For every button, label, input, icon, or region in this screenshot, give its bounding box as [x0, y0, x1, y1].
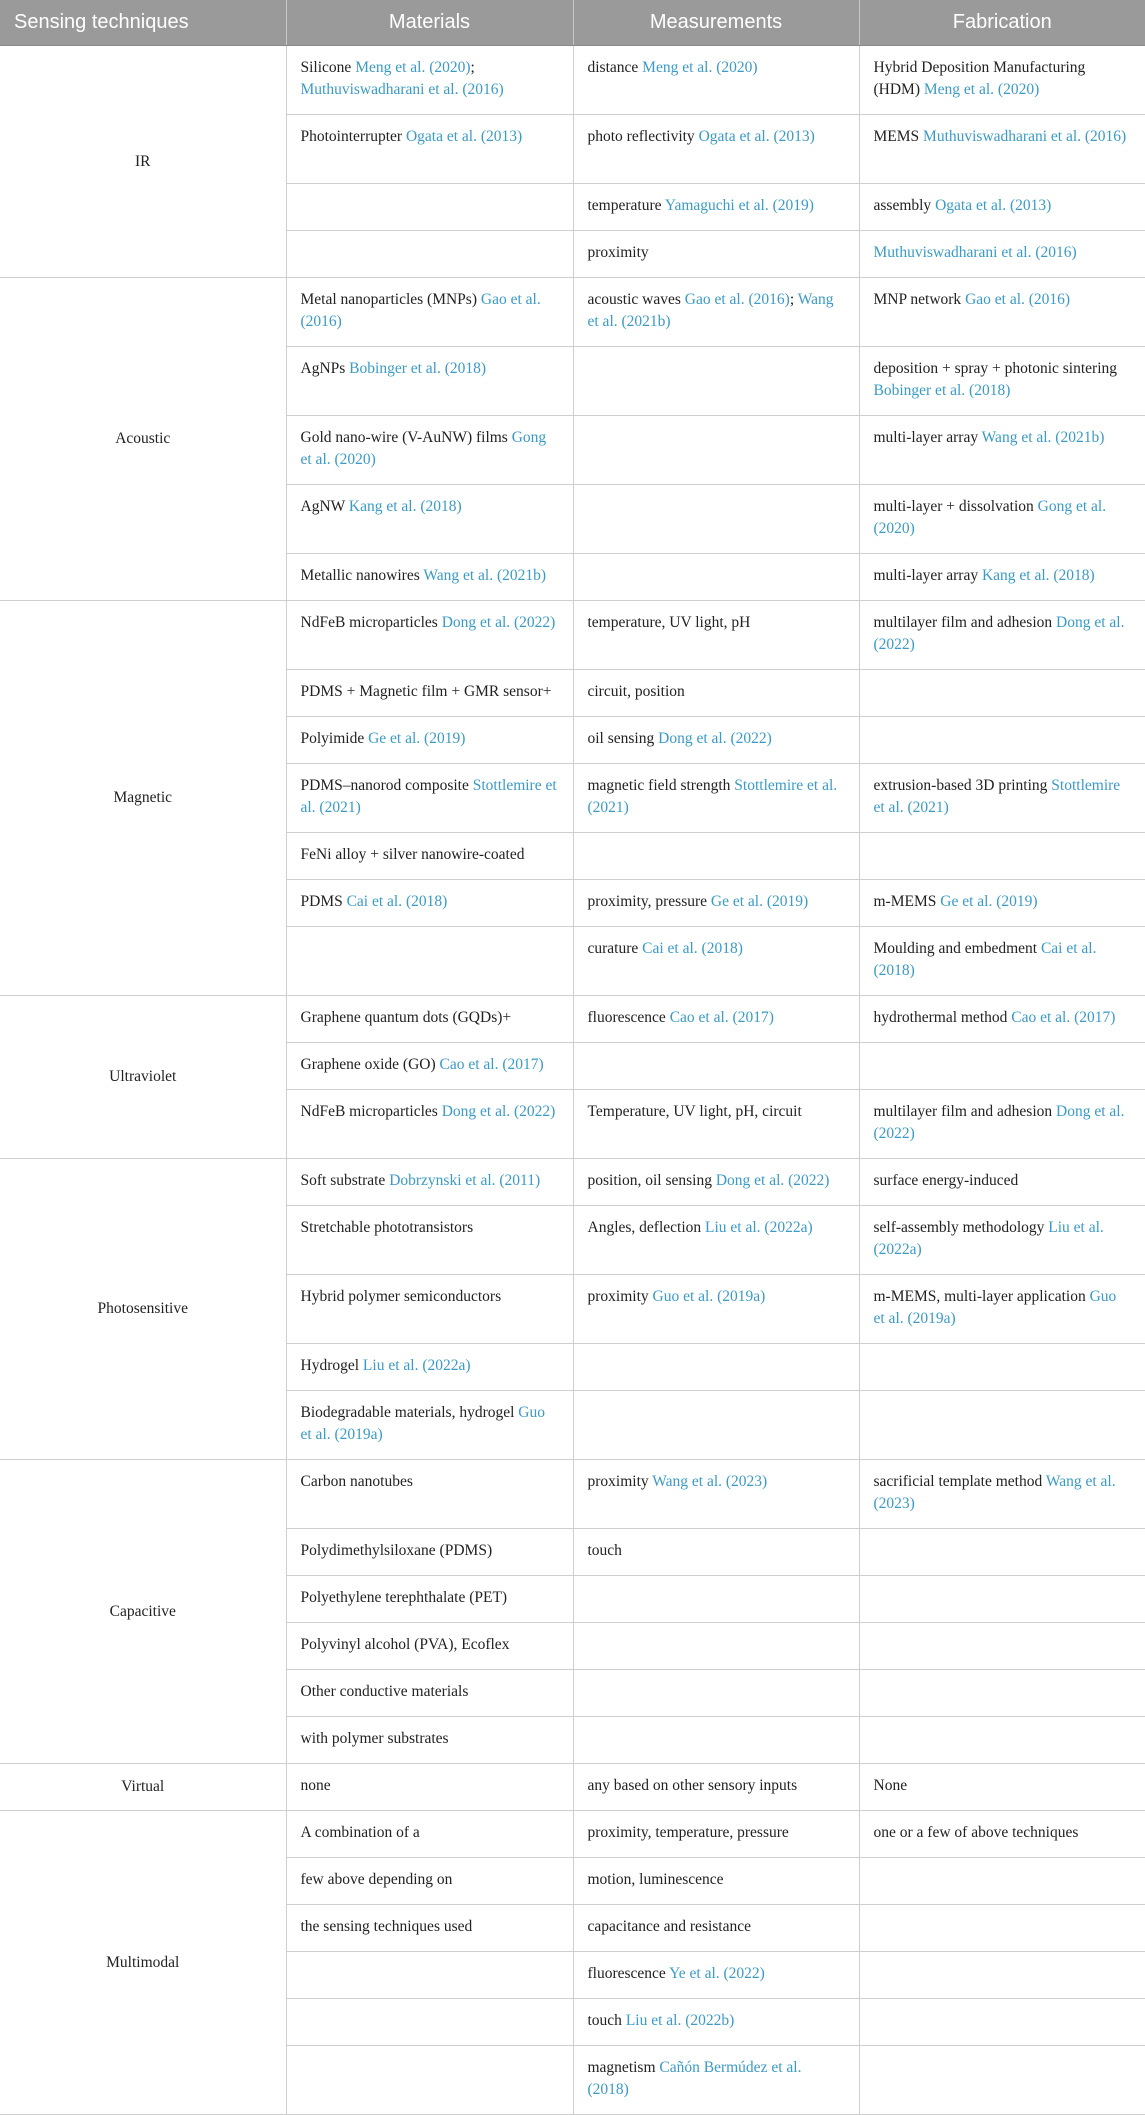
cell-text: Polyethylene terephthalate (PET)	[300, 1589, 508, 1606]
citation-link[interactable]: Cañón Bermúdez et al. (2018)	[587, 2059, 802, 2098]
fabrication-cell	[859, 1717, 1145, 1764]
table-row	[0, 1460, 1145, 1529]
cell-text: Carbon nanotubes	[300, 1473, 413, 1490]
cell-text: Moulding and embedment	[873, 940, 1041, 957]
materials-cell	[286, 1952, 573, 1999]
fabrication-cell	[859, 115, 1145, 184]
fabrication-cell	[859, 1275, 1145, 1344]
cell-text: magnetic field strength	[587, 777, 735, 794]
fabrication-cell	[859, 1576, 1145, 1623]
cell-text: PDMS	[300, 893, 347, 910]
materials-cell	[286, 1529, 573, 1576]
materials-cell	[286, 231, 573, 278]
fabrication-cell	[859, 996, 1145, 1043]
materials-cell	[286, 717, 573, 764]
fabrication-cell	[859, 184, 1145, 231]
fabrication-cell	[859, 231, 1145, 278]
fabrication-cell	[859, 1043, 1145, 1090]
materials-cell	[286, 1460, 573, 1529]
cell-text: Temperature, UV light, pH, circuit	[587, 1103, 802, 1120]
materials-cell	[286, 1090, 573, 1159]
citation-link[interactable]: Dong et al. (2022)	[658, 730, 772, 747]
cell-text: temperature	[587, 197, 665, 214]
citation-link[interactable]: Liu et al. (2022a)	[362, 1357, 471, 1374]
measurements-cell	[573, 670, 859, 717]
citation-link[interactable]: Cai et al. (2018)	[346, 893, 448, 910]
measurements-cell	[573, 833, 859, 880]
measurements-cell	[573, 996, 859, 1043]
measurements-cell	[573, 1344, 859, 1391]
cell-text: any based on other sensory inputs	[587, 1777, 798, 1794]
citation-link[interactable]: Cai et al. (2018)	[873, 940, 1097, 979]
materials-cell	[286, 115, 573, 184]
measurements-cell	[573, 184, 859, 231]
measurements-cell	[573, 416, 859, 485]
technique-cell: Magnetic	[0, 601, 286, 996]
cell-text: None	[873, 1777, 908, 1794]
cell-text: Silicone	[300, 59, 356, 76]
header-fabrication: Fabrication	[859, 0, 1145, 46]
measurements-cell	[573, 1623, 859, 1670]
cell-text: hydrothermal method	[873, 1009, 1012, 1026]
measurements-cell	[573, 231, 859, 278]
cell-text: Stretchable phototransistors	[300, 1219, 474, 1236]
cell-text: sacrificial template method	[873, 1473, 1046, 1490]
citation-link[interactable]: Guo et al. (2019a)	[652, 1288, 766, 1305]
measurements-cell	[573, 1858, 859, 1905]
cell-text: multilayer film and adhesion	[873, 614, 1057, 631]
citation-link[interactable]: Cao et al. (2017)	[439, 1056, 544, 1073]
measurements-cell	[573, 1717, 859, 1764]
measurements-cell	[573, 927, 859, 996]
materials-cell	[286, 1043, 573, 1090]
header-measurements: Measurements	[573, 0, 859, 46]
header-sensing-techniques: Sensing techniques	[0, 0, 286, 46]
cell-text: curature	[587, 940, 643, 957]
materials-cell	[286, 1206, 573, 1275]
cell-text: touch	[587, 2012, 626, 2029]
citation-link[interactable]: Stottlemire et al. (2021)	[587, 777, 838, 816]
cell-text: position, oil sensing	[587, 1172, 716, 1189]
materials-cell	[286, 1717, 573, 1764]
fabrication-cell	[859, 1460, 1145, 1529]
cell-text: acoustic waves	[587, 291, 685, 308]
citation-link[interactable]: Bobinger et al. (2018)	[873, 382, 1011, 399]
fabrication-cell	[859, 1344, 1145, 1391]
cell-text: magnetism	[587, 2059, 660, 2076]
materials-cell	[286, 1275, 573, 1344]
citation-link[interactable]: Gao et al. (2016)	[684, 291, 790, 308]
fabrication-cell	[859, 416, 1145, 485]
citation-link[interactable]: Dong et al. (2022)	[873, 1103, 1125, 1142]
materials-cell	[286, 833, 573, 880]
citation-link[interactable]: Ge et al. (2019)	[710, 893, 809, 910]
fabrication-cell	[859, 1905, 1145, 1952]
materials-cell	[286, 554, 573, 601]
citation-link[interactable]: Cai et al. (2018)	[642, 940, 743, 957]
cell-text: capacitance and resistance	[587, 1918, 752, 1935]
technique-cell: Photosensitive	[0, 1159, 286, 1460]
citation-link[interactable]: Meng et al. (2020)	[642, 59, 758, 76]
measurements-cell	[573, 46, 859, 115]
cell-text: proximity	[587, 1473, 653, 1490]
materials-cell	[286, 601, 573, 670]
citation-link[interactable]: Meng et al. (2020)	[923, 81, 1040, 98]
header-materials: Materials	[286, 0, 573, 46]
citation-link[interactable]: Wang et al. (2023)	[873, 1473, 1116, 1512]
materials-cell	[286, 880, 573, 927]
cell-text: Polyimide	[300, 730, 369, 747]
measurements-cell	[573, 1159, 859, 1206]
materials-cell	[286, 416, 573, 485]
technique-cell: Multimodal	[0, 1811, 286, 2115]
citation-link[interactable]: Ogata et al. (2013)	[405, 128, 523, 145]
citation-link[interactable]: Stottlemire et al. (2021)	[300, 777, 557, 816]
citation-link[interactable]: Stottlemire et al. (2021)	[873, 777, 1121, 816]
fabrication-cell	[859, 278, 1145, 347]
measurements-cell	[573, 1275, 859, 1344]
measurements-cell	[573, 880, 859, 927]
materials-cell	[286, 1858, 573, 1905]
cell-text: AgNW	[300, 498, 349, 515]
cell-text: PDMS + Magnetic film + GMR sensor+	[300, 683, 552, 700]
materials-cell	[286, 1391, 573, 1460]
cell-text: assembly	[873, 197, 936, 214]
cell-text: Hydrogel	[300, 1357, 363, 1374]
materials-cell	[286, 46, 573, 115]
measurements-cell	[573, 1999, 859, 2046]
fabrication-cell	[859, 46, 1145, 115]
cell-text: proximity, temperature, pressure	[587, 1824, 789, 1841]
citation-link[interactable]: Guo et al. (2019a)	[873, 1288, 1117, 1327]
technique-cell: Ultraviolet	[0, 996, 286, 1159]
materials-cell	[286, 927, 573, 996]
cell-text: Metal nanoparticles (MNPs)	[300, 291, 481, 308]
cell-text: one or a few of above techniques	[873, 1824, 1079, 1841]
cell-text: NdFeB microparticles	[300, 614, 442, 631]
measurements-cell	[573, 1529, 859, 1576]
fabrication-cell	[859, 1811, 1145, 1858]
cell-text: multi-layer array	[873, 567, 982, 584]
measurements-cell	[573, 1811, 859, 1858]
cell-text: temperature, UV light, pH	[587, 614, 751, 631]
header-row	[0, 0, 1145, 46]
cell-text: proximity	[587, 1288, 653, 1305]
materials-cell	[286, 764, 573, 833]
table-body	[0, 46, 1145, 2115]
citation-link[interactable]: Cao et al. (2017)	[669, 1009, 774, 1026]
cell-text: Polydimethylsiloxane (PDMS)	[300, 1542, 493, 1559]
fabrication-cell	[859, 1159, 1145, 1206]
fabrication-cell	[859, 1952, 1145, 1999]
measurements-cell	[573, 1043, 859, 1090]
citation-link[interactable]: Ge et al. (2019)	[940, 893, 1038, 910]
citation-link[interactable]: Yamaguchi et al. (2019)	[664, 197, 814, 214]
cell-text: Graphene quantum dots (GQDs)+	[300, 1009, 512, 1026]
citation-link[interactable]: Wang et al. (2023)	[652, 1473, 768, 1490]
measurements-cell	[573, 278, 859, 347]
cell-text: ;	[470, 59, 475, 76]
cell-text: the sensing techniques used	[300, 1918, 473, 1935]
materials-cell	[286, 1576, 573, 1623]
measurements-cell	[573, 1090, 859, 1159]
cell-text: Soft substrate	[300, 1172, 390, 1189]
materials-cell	[286, 1344, 573, 1391]
citation-link[interactable]: Kang et al. (2018)	[348, 498, 462, 515]
table-row	[0, 1811, 1145, 1858]
fabrication-cell	[859, 347, 1145, 416]
cell-text: few above depending on	[300, 1871, 453, 1888]
table-row	[0, 46, 1145, 115]
measurements-cell	[573, 1764, 859, 1811]
fabrication-cell	[859, 1858, 1145, 1905]
cell-text: distance	[587, 59, 643, 76]
materials-cell	[286, 670, 573, 717]
technique-cell: IR	[0, 46, 286, 278]
citation-link[interactable]: Dong et al. (2022)	[441, 1103, 556, 1120]
cell-text: fluorescence	[587, 1009, 670, 1026]
cell-text: Metallic nanowires	[300, 567, 424, 584]
fabrication-cell	[859, 717, 1145, 764]
measurements-cell	[573, 1391, 859, 1460]
measurements-cell	[573, 1206, 859, 1275]
fabrication-cell	[859, 927, 1145, 996]
citation-link[interactable]: Meng et al. (2020)	[355, 59, 471, 76]
fabrication-cell	[859, 1090, 1145, 1159]
citation-link[interactable]: Gong et al. (2020)	[873, 498, 1107, 537]
fabrication-cell	[859, 1391, 1145, 1460]
fabrication-cell	[859, 1764, 1145, 1811]
citation-link[interactable]: Liu et al. (2022a)	[873, 1219, 1104, 1258]
citation-link[interactable]: Gao et al. (2016)	[965, 291, 1071, 308]
citation-link[interactable]: Wang et al. (2021b)	[981, 429, 1105, 446]
table-row	[0, 996, 1145, 1043]
cell-text: multilayer film and adhesion	[873, 1103, 1057, 1120]
measurements-cell	[573, 1905, 859, 1952]
fabrication-cell	[859, 764, 1145, 833]
cell-text: AgNPs	[300, 360, 350, 377]
cell-text: ;	[789, 291, 798, 308]
technique-cell: Virtual	[0, 1764, 286, 1811]
fabrication-cell	[859, 833, 1145, 880]
materials-cell	[286, 278, 573, 347]
cell-text: m-MEMS, multi-layer application	[873, 1288, 1090, 1305]
table-row	[0, 278, 1145, 347]
materials-cell	[286, 1159, 573, 1206]
cell-text: multi-layer array	[873, 429, 982, 446]
measurements-cell	[573, 1670, 859, 1717]
citation-link[interactable]: Guo et al. (2019a)	[300, 1404, 545, 1443]
cell-text: motion, luminescence	[587, 1871, 724, 1888]
cell-text: deposition + spray + photonic sintering	[873, 360, 1117, 377]
measurements-cell	[573, 554, 859, 601]
measurements-cell	[573, 764, 859, 833]
measurements-cell	[573, 115, 859, 184]
fabrication-cell	[859, 1529, 1145, 1576]
materials-cell	[286, 1811, 573, 1858]
citation-link[interactable]: Dobrzynski et al. (2011)	[389, 1172, 541, 1189]
fabrication-cell	[859, 1206, 1145, 1275]
table-row	[0, 601, 1145, 670]
measurements-cell	[573, 2046, 859, 2115]
measurements-cell	[573, 1460, 859, 1529]
measurements-cell	[573, 347, 859, 416]
citation-link[interactable]: Ge et al. (2019)	[368, 730, 466, 747]
measurements-cell	[573, 1952, 859, 1999]
cell-text: with polymer substrates	[300, 1730, 449, 1747]
materials-cell	[286, 1905, 573, 1952]
cell-text: A combination of a	[300, 1824, 420, 1841]
cell-text: MNP network	[873, 291, 966, 308]
table-row	[0, 1764, 1145, 1811]
measurements-cell	[573, 1576, 859, 1623]
measurements-cell	[573, 717, 859, 764]
cell-text: Polyvinyl alcohol (PVA), Ecoflex	[300, 1636, 510, 1653]
cell-text: Other conductive materials	[300, 1683, 469, 1700]
cell-text: Angles, deflection	[587, 1219, 706, 1236]
cell-text: NdFeB microparticles	[300, 1103, 442, 1120]
citation-link[interactable]: Bobinger et al. (2018)	[349, 360, 487, 377]
measurements-cell	[573, 601, 859, 670]
citation-link[interactable]: Muthuviswadharani et al. (2016)	[923, 128, 1127, 145]
citation-link[interactable]: Wang et al. (2021b)	[587, 291, 834, 330]
citation-link[interactable]: Gong et al. (2020)	[300, 429, 547, 468]
fabrication-cell	[859, 1623, 1145, 1670]
citation-link[interactable]: Liu et al. (2022a)	[705, 1219, 813, 1236]
fabrication-cell	[859, 601, 1145, 670]
cell-text: Hybrid polymer semiconductors	[300, 1288, 502, 1305]
citation-link[interactable]: Kang et al. (2018)	[981, 567, 1095, 584]
cell-text: Graphene oxide (GO)	[300, 1056, 440, 1073]
cell-text: Biodegradable materials, hydrogel	[300, 1404, 519, 1421]
materials-cell	[286, 485, 573, 554]
cell-text: extrusion-based 3D printing	[873, 777, 1052, 794]
materials-cell	[286, 347, 573, 416]
fabrication-cell	[859, 2046, 1145, 2115]
citation-link[interactable]: Wang et al. (2021b)	[423, 567, 547, 584]
table-row	[0, 1159, 1145, 1206]
cell-text: multi-layer + dissolvation	[873, 498, 1038, 515]
materials-cell	[286, 184, 573, 231]
cell-text: oil sensing	[587, 730, 659, 747]
cell-text: proximity, pressure	[587, 893, 711, 910]
measurements-cell	[573, 485, 859, 554]
fabrication-cell	[859, 554, 1145, 601]
cell-text: fluorescence	[587, 1965, 670, 1982]
technique-cell: Capacitive	[0, 1460, 286, 1764]
cell-text: FeNi alloy + silver nanowire-coated	[300, 846, 525, 863]
cell-text: circuit, position	[587, 683, 685, 700]
citation-link[interactable]: Muthuviswadharani et al. (2016)	[300, 81, 504, 98]
citation-link[interactable]: Ogata et al. (2013)	[698, 128, 815, 145]
cell-text: surface energy-induced	[873, 1172, 1019, 1189]
cell-text: photo reflectivity	[587, 128, 699, 145]
cell-text: proximity	[587, 244, 649, 261]
cell-text: self-assembly methodology	[873, 1219, 1049, 1236]
materials-cell	[286, 1670, 573, 1717]
cell-text: touch	[587, 1542, 622, 1559]
citation-link[interactable]: Cao et al. (2017)	[1011, 1009, 1116, 1026]
citation-link[interactable]: Dong et al. (2022)	[873, 614, 1125, 653]
fabrication-cell	[859, 485, 1145, 554]
citation-link[interactable]: Ogata et al. (2013)	[935, 197, 1052, 214]
cell-text: Photointerrupter	[300, 128, 406, 145]
cell-text: PDMS–nanorod composite	[300, 777, 473, 794]
cell-text: MEMS	[873, 128, 924, 145]
cell-text: Gold nano-wire (V-AuNW) films	[300, 429, 512, 446]
cell-text: m-MEMS	[873, 893, 941, 910]
cell-text: Hybrid Deposition Manufacturing (HDM)	[873, 59, 1086, 98]
citation-link[interactable]: Dong et al. (2022)	[715, 1172, 830, 1189]
materials-cell	[286, 1764, 573, 1811]
fabrication-cell	[859, 1999, 1145, 2046]
fabrication-cell	[859, 1670, 1145, 1717]
materials-cell	[286, 2046, 573, 2115]
citation-link[interactable]: Gao et al. (2016)	[300, 291, 541, 330]
fabrication-cell	[859, 670, 1145, 717]
materials-cell	[286, 1999, 573, 2046]
cell-text: none	[300, 1777, 331, 1794]
technique-cell: Acoustic	[0, 278, 286, 601]
materials-cell	[286, 996, 573, 1043]
materials-cell	[286, 1623, 573, 1670]
citation-link[interactable]: Ye et al. (2022)	[669, 1965, 765, 1982]
citation-link[interactable]: Muthuviswadharani et al. (2016)	[873, 244, 1077, 261]
citation-link[interactable]: Dong et al. (2022)	[441, 614, 556, 631]
citation-link[interactable]: Liu et al. (2022b)	[625, 2012, 735, 2029]
fabrication-cell	[859, 880, 1145, 927]
